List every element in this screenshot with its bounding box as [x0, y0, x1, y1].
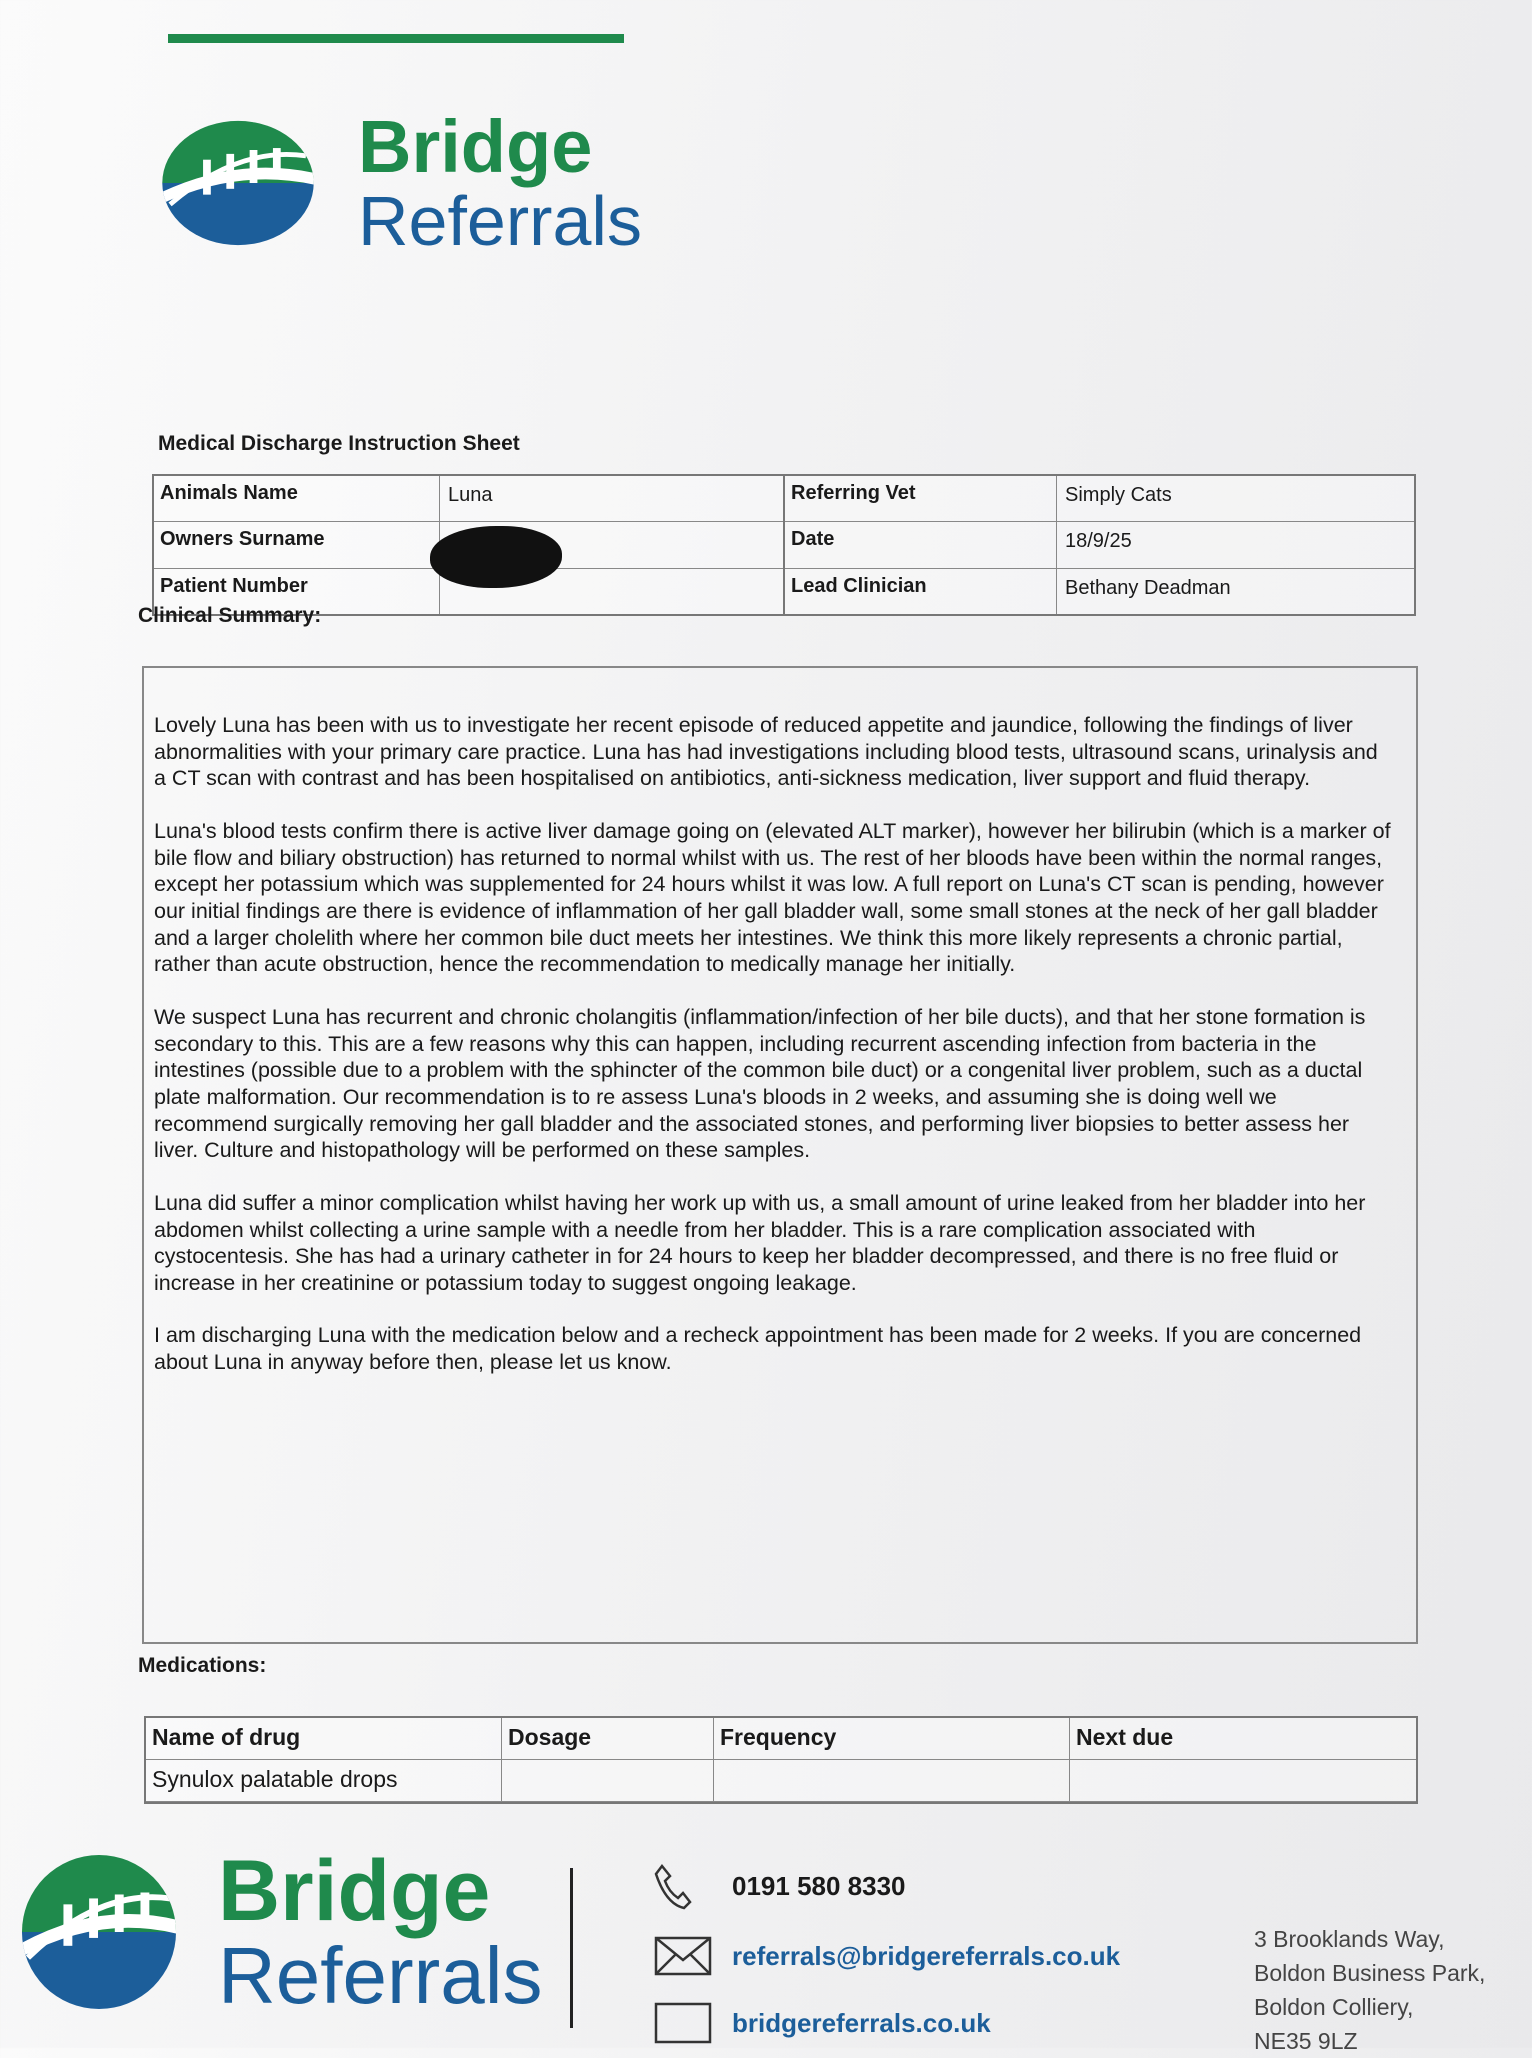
address-line: Boldon Business Park, [1254, 1960, 1486, 1987]
envelope-icon [654, 1936, 712, 1976]
info-label: Lead Clinician [785, 569, 1057, 614]
medications-table [144, 1716, 1418, 1804]
header-logo [160, 105, 642, 260]
sheet-title: Medical Discharge Instruction Sheet [158, 432, 520, 455]
info-value: Luna [448, 484, 493, 506]
header-rule [168, 34, 624, 43]
brand-name-referrals: Referrals [218, 1931, 543, 2020]
brand-name-bridge: Bridge [218, 1843, 491, 1939]
patient-info-right [783, 476, 1414, 614]
footer-divider [570, 1868, 573, 2028]
brand-name-referrals: Referrals [358, 182, 642, 260]
address-line: NE35 9LZ [1254, 2028, 1358, 2055]
medications-heading: Medications: [138, 1654, 267, 1677]
summary-paragraph: Luna did suffer a minor complication whilst having her work up with us, a small amount of urine leaked from her bladder into her abdomen whilst collecting a urine sample with a needle from her bladder. This is a rare complication associated with cystocentesis. She has had a urinary catheter in for 24 hours to keep her bladder decompressed, and there is no free fluid or increase in her creatinine or potassium today to suggest ongoing leakage. [154, 1190, 1366, 1295]
med-column-header: Next due [1070, 1718, 1416, 1760]
info-value: Simply Cats [1065, 484, 1172, 506]
bridge-logo-icon [160, 117, 316, 249]
info-row-referring-vet [785, 476, 1414, 522]
med-cell [502, 1760, 714, 1802]
footer-logo [20, 1843, 543, 2020]
med-column-header: Dosage [502, 1718, 714, 1760]
med-column-header: Frequency [714, 1718, 1070, 1760]
med-cell [1070, 1760, 1416, 1802]
address-line: 3 Brooklands Way, [1254, 1926, 1445, 1952]
redaction-mark [430, 526, 562, 588]
patient-info-table [152, 474, 1416, 616]
med-column-header: Name of drug [146, 1718, 502, 1760]
summary-paragraph: Luna's blood tests confirm there is active liver damage going on (elevated ALT marker), however her bilirubin (which is a marker of bile flow and biliary obstruction) has returned to normal whilst with us. The rest of her bloods have been within the normal ranges, except her potassium which was supplemented for 24 hours whilst it was low. A full report on Luna's CT scan is pending, however our initial findings are there is evidence of inflammation of her gall bladder wall, some small stones at the neck of her gall bladder and a larger cholelith where her common bile duct meets her intestines. We think this more likely represents a chronic partial, rather than acute obstruction, hence the recommendation to medically manage her initially. [154, 818, 1391, 977]
clinical-summary-box [142, 666, 1418, 1644]
info-label: Date [785, 522, 1057, 567]
med-cell: Synulox palatable drops [146, 1760, 502, 1802]
phone-number[interactable]: 0191 580 8330 [732, 1870, 906, 1901]
phone-icon [652, 1862, 692, 1910]
info-label: Animals Name [154, 476, 440, 521]
info-row-animal-name [154, 476, 783, 522]
info-value: Bethany Deadman [1065, 576, 1231, 599]
email-address[interactable]: referrals@bridgereferrals.co.uk [732, 1940, 1121, 1971]
website-url[interactable]: bridgereferrals.co.uk [732, 2007, 991, 2038]
summary-paragraph: Lovely Luna has been with us to investigate her recent episode of reduced appetite and jaundice, following the findings of liver abnormalities with your primary care practice. Luna has had investigations including blood tests, ultrasound scans, urinalysis and a CT scan with contrast and has been hospitalised on antibiotics, anti-sickness medication, liver support and fluid therapy. [154, 713, 1378, 791]
address-line: Boldon Colliery, [1254, 1994, 1414, 2021]
footer-website [654, 2002, 991, 2044]
info-label: Owners Surname [154, 522, 440, 567]
footer-address [1254, 1922, 1485, 2058]
footer-email [654, 1936, 1120, 1976]
footer-phone [652, 1862, 906, 1910]
info-row-lead-clinician [785, 569, 1414, 614]
brand-name-bridge: Bridge [358, 105, 593, 188]
info-value: 18/9/25 [1065, 530, 1132, 553]
med-cell [714, 1760, 1070, 1802]
info-row-date [785, 522, 1414, 568]
monitor-icon [654, 2002, 712, 2044]
summary-paragraph: I am discharging Luna with the medication below and a recheck appointment has been made for 2 weeks. If you are concerned about Luna in anyway before then, please let us know. [154, 1323, 1362, 1375]
summary-paragraph: We suspect Luna has recurrent and chronic cholangitis (inflammation/infection of her bile ducts), and that her stone formation is secondary to this. This are a few reasons why this can happen, including recurrent ascending infection from bacteria in the intestines (possible due to a problem with the sphincter of the common bile duct) or a congenital liver problem, such as a ductal plate malformation. Our recommendation is to re assess Luna's bloods in 2 weeks, and assuming she is doing well we recommend surgically removing her gall bladder and the associated stones, and performing liver biopsies to better assess her liver. Culture and histopathology will be performed on these samples. [154, 1004, 1366, 1163]
bridge-logo-icon [20, 1852, 178, 2012]
info-label: Referring Vet [785, 476, 1057, 521]
info-label: Patient Number [154, 569, 440, 614]
clinical-summary-heading: Clinical Summary: [138, 604, 322, 627]
